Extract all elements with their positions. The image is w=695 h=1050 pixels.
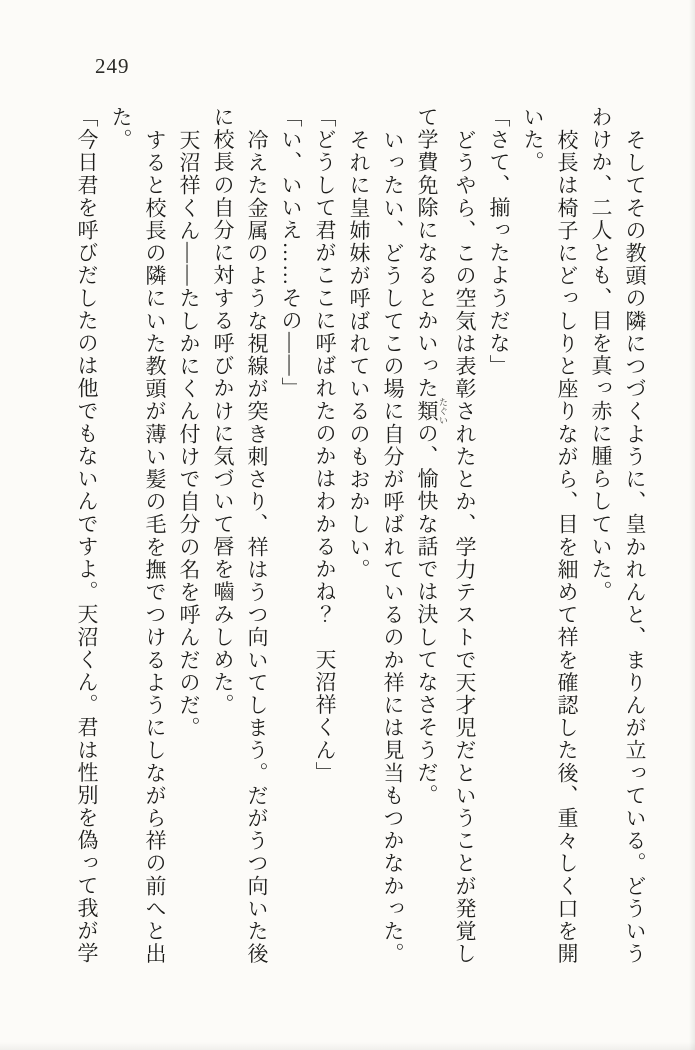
text-line: 「どうして君がここに呼ばれたのかはわかるかね？ 天沼祥くん」 bbox=[313, 106, 337, 784]
text-line: て学費免除になるとかいった類 たぐいの、愉快な話では決してなさそうだ。 bbox=[415, 106, 448, 807]
text-line: 「い、いいえ……その――」 bbox=[279, 106, 303, 400]
text-line: いったい、どうしてこの場に自分が呼ばれているのか祥には見当もつかなかった。 bbox=[381, 128, 405, 965]
ruby-annotation: 類 たぐい bbox=[415, 397, 448, 425]
text-line: 冷えた金属のような視線が突き刺さり、祥はうつ向いてしまう。だがうつ向いた後 bbox=[245, 128, 269, 965]
text-line: すると校長の隣にいた教頭が薄い髪の毛を撫でつけるようにしながら祥の前へと出 bbox=[143, 128, 167, 965]
text-line: に校長の自分に対する呼びかけに気づいて唇を嚙みしめた。 bbox=[211, 106, 235, 717]
scan-edge-shadow-bottom bbox=[0, 1042, 695, 1050]
text-line: そしてその教頭の隣につづくように、皇かれんと、まりんが立っている。どういう bbox=[623, 128, 647, 965]
scan-edge-shadow-right bbox=[689, 0, 695, 1050]
text-line: 「今日君を呼びだしたのは他でもないんですよ。天沼くん。君は性別を偽って我が学 bbox=[75, 106, 99, 965]
text-line: 校長は椅子にどっしりと座りながら、目を細めて祥を確認した後、重々しく口を開 bbox=[555, 128, 579, 965]
text-line: いた。 bbox=[521, 106, 545, 174]
text-line: 天沼祥くん――たしかにくん付けで自分の名を呼んだのだ。 bbox=[177, 128, 201, 739]
text-line: た。 bbox=[109, 106, 133, 152]
page-number: 249 bbox=[95, 54, 130, 78]
text-line: それに皇姉妹が呼ばれているのもおかしい。 bbox=[347, 128, 371, 581]
text-line: どうやら、この空気は表彰されたとか、学力テストで天才児だということが発覚し bbox=[453, 128, 477, 965]
vertical-text-body bbox=[70, 106, 652, 972]
text-line: わけか、二人とも、目を真っ赤に腫らしていた。 bbox=[589, 106, 613, 604]
text-line: 「さて、揃ったようだな」 bbox=[487, 106, 511, 378]
